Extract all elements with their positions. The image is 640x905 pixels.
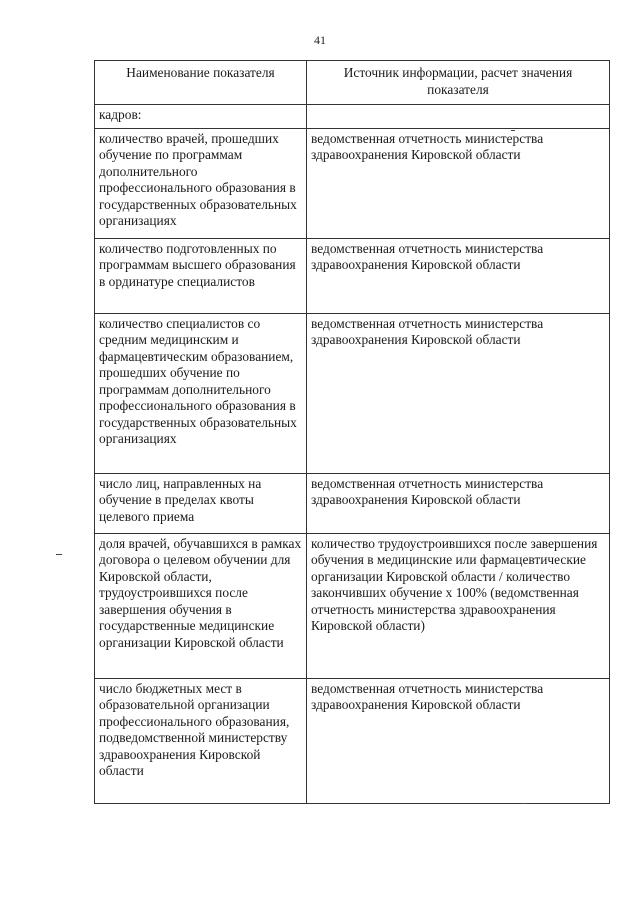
scan-speck (56, 554, 62, 555)
table-row (95, 238, 610, 313)
indicators-table (94, 60, 610, 804)
information-source-cell: ведомственная отчетность министерства здравоохранения Кировской области (307, 473, 610, 533)
indicator-name-cell: количество подготовленных по программам высшего образования в ординатуре специалистов (95, 238, 307, 313)
information-source-cell: количество трудоустроившихся после завершения обучения в медицинские или фармацевтические организации Кировской области / количество закончивших обучение x 100% (ведомственная отчетность министерства здравоохранения Кировской области) (307, 533, 610, 678)
table-row (95, 533, 610, 678)
scan-speck (521, 803, 526, 804)
table-row (95, 678, 610, 803)
page-number: 41 (314, 33, 326, 47)
header-information-source: Источник информации, расчет значения показателя (307, 61, 610, 105)
information-source-cell: ведомственная отчетность министерства здравоохранения Кировской области (307, 678, 610, 803)
table-row (95, 313, 610, 473)
information-source-cell: ведомственная отчетность министерства здравоохранения Кировской области (307, 128, 610, 238)
information-source-cell (307, 105, 610, 129)
table-row (95, 473, 610, 533)
table-header-row (95, 61, 610, 105)
indicator-name-cell: количество врачей, прошедших обучение по программам дополнительного профессионального образования в государственных образовательных организациях (95, 128, 307, 238)
scan-speck (511, 130, 515, 131)
indicator-name-cell: число лиц, направленных на обучение в пределах квоты целевого приема (95, 473, 307, 533)
indicator-name-cell: число бюджетных мест в образовательной организации профессионального образования, подведомственной министерству здравоохранения Кировской области (95, 678, 307, 803)
table-row (95, 128, 610, 238)
indicator-name-cell: кадров: (95, 105, 307, 129)
indicator-name-cell: доля врачей, обучавшихся в рамках договора о целевом обучении для Кировской области, трудоустроившихся после завершения обучения в государственные медицинские организации Кировской области (95, 533, 307, 678)
header-indicator-name: Наименование показателя (95, 61, 307, 105)
information-source-cell: ведомственная отчетность министерства здравоохранения Кировской области (307, 313, 610, 473)
table-row (95, 105, 610, 129)
information-source-cell: ведомственная отчетность министерства здравоохранения Кировской области (307, 238, 610, 313)
indicator-name-cell: количество специалистов со средним медицинским и фармацевтическим образованием, прошедших обучение по программам дополнительного профессионального образования в государственных образовательных организациях (95, 313, 307, 473)
